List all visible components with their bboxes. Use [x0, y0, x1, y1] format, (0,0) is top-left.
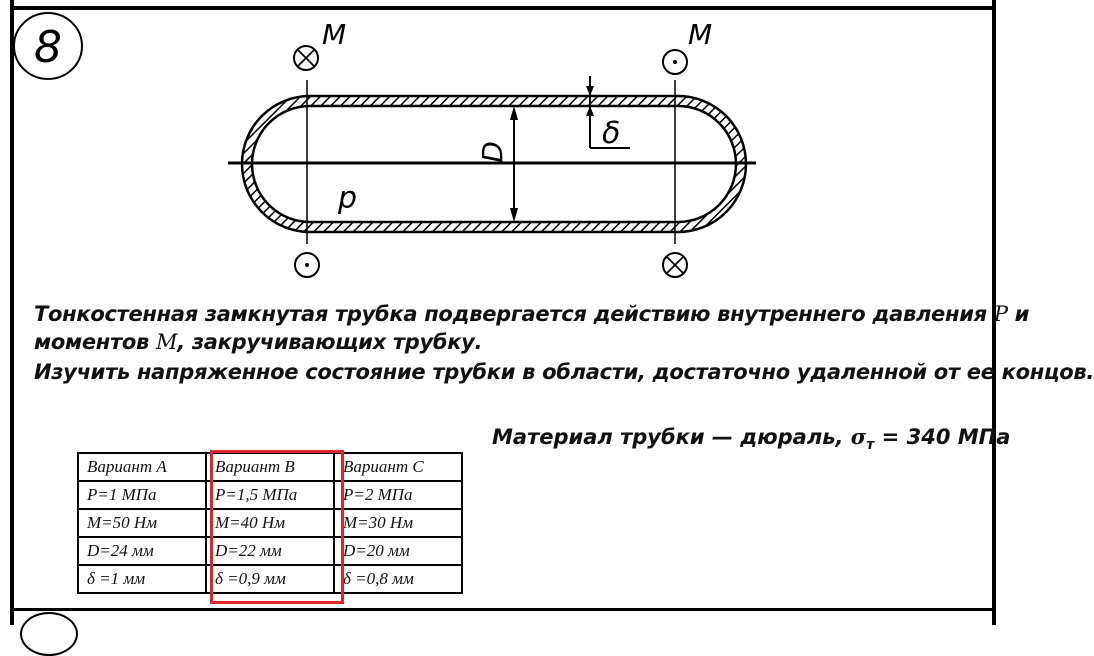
- table-cell: Р=2 МПа: [334, 481, 462, 509]
- pressure-label: p: [338, 181, 358, 216]
- table-cell: М=50 Нм: [78, 509, 206, 537]
- moment-label-left: M: [322, 18, 347, 51]
- table-cell: D=24 мм: [78, 537, 206, 565]
- table-cell: D=20 мм: [334, 537, 462, 565]
- problem-number: 8: [34, 22, 62, 73]
- variants-table: [77, 452, 463, 594]
- table-row: [78, 565, 462, 593]
- description-line-3: Изучить напряженное состояние трубки в области, достаточно удаленной от ее концов.: [34, 360, 1094, 384]
- moment-into-icon-bottom-right: [663, 253, 687, 277]
- next-problem-circle: [20, 612, 78, 656]
- table-row: [78, 453, 462, 481]
- table-cell: Вариант С: [334, 453, 462, 481]
- table-cell: Р=1,5 МПа: [206, 481, 334, 509]
- moment-label-right: M: [688, 18, 713, 51]
- table-cell: Вариант В: [206, 453, 334, 481]
- moment-into-icon-top-left: [294, 46, 318, 70]
- table-row: [78, 481, 462, 509]
- description-line-1: Тонкостенная замкнутая трубка подвергается действию внутреннего давления P и: [34, 302, 1030, 326]
- table-cell: М=40 Нм: [206, 509, 334, 537]
- table-cell: Вариант А: [78, 453, 206, 481]
- table-cell: М=30 Нм: [334, 509, 462, 537]
- moment-out-icon-top-right: [663, 50, 687, 74]
- moment-out-icon-bottom-left: [295, 253, 319, 277]
- thickness-label: δ: [602, 116, 621, 151]
- table-cell: δ =0,9 мм: [206, 565, 334, 593]
- table-cell: δ =1 мм: [78, 565, 206, 593]
- table-cell: D=22 мм: [206, 537, 334, 565]
- frame-bottom-line: [10, 608, 996, 611]
- table-cell: Р=1 МПа: [78, 481, 206, 509]
- table-row: [78, 537, 462, 565]
- diameter-label: D: [476, 141, 509, 163]
- table-row: [78, 509, 462, 537]
- table-cell: δ =0,8 мм: [334, 565, 462, 593]
- description-line-2: моментов M, закручивающих трубку.: [34, 330, 483, 354]
- material-info: Материал трубки — дюраль, $\sigma_т = 340$ МПа: [492, 424, 1011, 454]
